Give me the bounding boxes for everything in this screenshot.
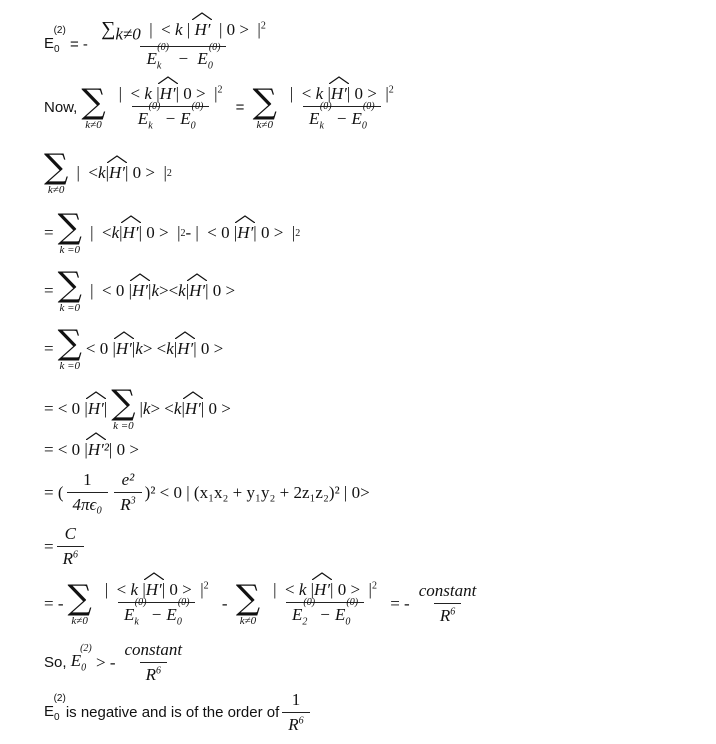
fraction-denominator: $E_k^{(0)} - E_0^{(0)}$ — [140, 46, 226, 71]
equation-line-8: = < 0 | H′² | 0 > — [44, 440, 139, 460]
equation-line-6: = ∑ k =0 < 0 | H′ | k > < k | H′ | 0 > — [44, 323, 224, 372]
equation-line-7: = < 0 | H′ | ∑ k =0 | k > < k | H′ | 0 > — [44, 383, 231, 432]
equation-line-13: $E_0^{(2)}$ is negative and is of the order of $\frac{1}{R^6}$ — [44, 690, 313, 735]
fraction: | < k |H′ | $0 > |^2$ $E_k^{(0)} - E_0^{(0)}$ — [113, 84, 229, 131]
equals-minus: = - — [65, 36, 93, 54]
sum-symbol: ∑ k≠0 — [252, 81, 277, 131]
equation-line-4: = ∑ k =0 | < k | H′ | 0 > | 2 - | < 0 | H′ | 0 > | 2 — [44, 207, 301, 256]
fraction-main — [95, 18, 272, 72]
equation-line-3: ∑ k≠0 | < k | H′ | 0 > | 2 — [44, 147, 172, 196]
conclusion-text: is negative and is of the order of — [65, 704, 280, 721]
fraction-numerator: $\sum_{k\ne 0}$ | < k | H′ | $0 > |^2$ — [95, 18, 272, 46]
equation-line-2: Now, ∑ k≠0 | < k |H′ | $0 > |^2$ $E_k^{(0)} - E_0^{(0)}$ = ∑ k≠0 | < k |H′ | $0 > |^2$ $E_k^{(0)} - E_0^{(0)}$ — [44, 84, 403, 131]
equation-line-9: = ( $\frac{1}{\text{4πϵ₀}}$ $\frac{\text{e²}}{R^3}$ )² < 0 | (x₁x₂ + y₁y₂ + 2z₁z₂)² | 0> — [44, 470, 370, 514]
H-prime-hat: H′ — [194, 20, 210, 40]
fraction: | < k |H′ | $0 > |^2$ $E_k^{(0)} - E_0^{(0)}$ — [284, 84, 400, 131]
equation-line-1 — [44, 18, 275, 72]
equation-line-12: So, $E_0^{(2)}$ > - $\frac{\text{constant}}{R^6}$ — [44, 640, 183, 684]
equation-line-10: = $\frac{C}{R^6}$ — [44, 524, 87, 569]
sum-symbol: ∑ k≠0 — [81, 81, 106, 131]
equation-line-11: = - ∑ k≠0 | < k |H′ | $0 > |^2$ $E_k^{(0)} - E_0^{(0)}$ - ∑ k≠0 | < k |H′ | $0 > |^2$ $E_2^{(0)} - E_0^{(0)}$ = - $\frac{\text{constant}}{R^6}$ — [44, 580, 485, 627]
E0-second-order: $E_0^{(2)}$ — [44, 25, 66, 56]
equation-line-5: = ∑ k =0 | < 0 | H′ | k >< k | H′ | 0 > — [44, 265, 236, 314]
intro-word: Now, — [44, 99, 78, 117]
